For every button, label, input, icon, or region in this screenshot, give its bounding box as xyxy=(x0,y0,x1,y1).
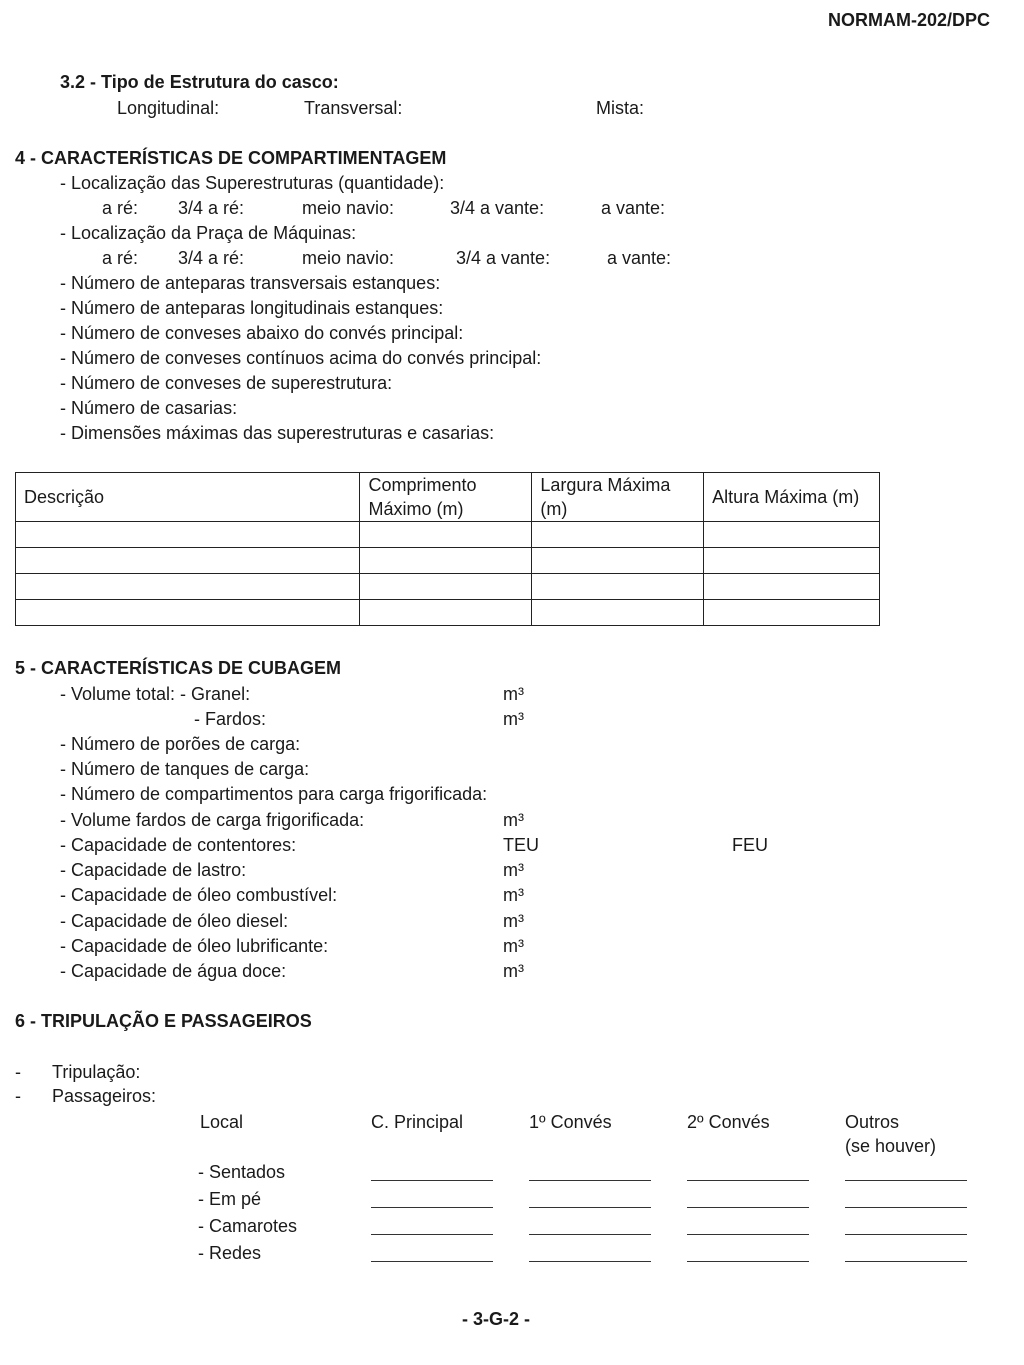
fill-in-line[interactable] xyxy=(371,1261,493,1262)
passenger-row-label: - Sentados xyxy=(198,1162,286,1182)
longitudinal-bulkheads-line: - Número de anteparas longitudinais estanques: xyxy=(60,298,444,318)
table-cell[interactable] xyxy=(704,548,880,574)
fill-in-line[interactable] xyxy=(845,1261,967,1262)
table-cell[interactable] xyxy=(16,574,360,600)
cubage-unit: m³ xyxy=(503,684,524,704)
cubage-label: - Capacidade de óleo lubrificante: xyxy=(60,936,329,956)
table-cell[interactable] xyxy=(532,574,704,600)
cubage-unit: m³ xyxy=(503,810,524,830)
passenger-column-note: (se houver) xyxy=(845,1136,937,1156)
cubage-unit: m³ xyxy=(503,709,524,729)
option-transversal: Transversal: xyxy=(304,98,403,118)
superstructure-pos: a vante: xyxy=(601,198,666,218)
engine-pos: 3/4 a vante: xyxy=(456,248,551,268)
superstructure-pos: 3/4 a vante: xyxy=(450,198,545,218)
bullet-dash: - xyxy=(15,1086,21,1106)
engine-pos: a vante: xyxy=(607,248,672,268)
table-row xyxy=(16,522,880,548)
fill-in-line[interactable] xyxy=(529,1180,651,1181)
table-cell[interactable] xyxy=(532,548,704,574)
cubage-unit: m³ xyxy=(503,961,524,981)
fill-in-line[interactable] xyxy=(529,1207,651,1208)
table-cell[interactable] xyxy=(532,600,704,626)
cubage-label: - Capacidade de água doce: xyxy=(60,961,287,981)
section-4-title: 4 - CARACTERÍSTICAS DE COMPARTIMENTAGEM xyxy=(15,148,447,168)
dimensions-table xyxy=(15,472,880,626)
passengers-label: Passageiros: xyxy=(52,1086,157,1106)
decks-below-line: - Número de conveses abaixo do convés principal: xyxy=(60,323,464,343)
cubage-unit: m³ xyxy=(503,936,524,956)
cubage-unit: FEU xyxy=(732,835,768,855)
passenger-column-header: 1º Convés xyxy=(529,1112,612,1132)
table-row xyxy=(16,600,880,626)
table-cell[interactable] xyxy=(360,522,532,548)
superstructure-decks-line: - Número de conveses de superestrutura: xyxy=(60,373,393,393)
fill-in-line[interactable] xyxy=(687,1180,809,1181)
section-6-title: 6 - TRIPULAÇÃO E PASSAGEIROS xyxy=(15,1011,312,1031)
section-3-2-title: 3.2 - Tipo de Estrutura do casco: xyxy=(60,72,339,92)
passenger-column-header: 2º Convés xyxy=(687,1112,770,1132)
table-cell[interactable] xyxy=(360,548,532,574)
cubage-label: - Número de porões de carga: xyxy=(60,734,301,754)
cubage-label: - Volume fardos de carga frigorificada: xyxy=(60,810,365,830)
decks-above-line: - Número de conveses contínuos acima do convés principal: xyxy=(60,348,542,368)
table-cell[interactable] xyxy=(704,600,880,626)
page-number: - 3-G-2 - xyxy=(462,1309,531,1329)
cubage-unit: m³ xyxy=(503,860,524,880)
passenger-column-header: Outros xyxy=(845,1112,900,1132)
passenger-row-label: - Redes xyxy=(198,1243,262,1263)
deckhouses-line: - Número de casarias: xyxy=(60,398,238,418)
table-cell[interactable] xyxy=(360,600,532,626)
transverse-bulkheads-line: - Número de anteparas transversais estanques: xyxy=(60,273,441,293)
superstructure-pos: 3/4 a ré: xyxy=(178,198,245,218)
superstructure-pos: a ré: xyxy=(102,198,139,218)
superstructures-label: - Localização das Superestruturas (quantidade): xyxy=(60,173,445,193)
table-row xyxy=(16,574,880,600)
cubage-label: - Volume total: - Granel: xyxy=(60,684,251,704)
cubage-label: - Número de compartimentos para carga frigorificada: xyxy=(60,784,488,804)
fill-in-line[interactable] xyxy=(529,1234,651,1235)
column-header: Descrição xyxy=(16,473,360,522)
option-mista: Mista: xyxy=(596,98,645,118)
fill-in-line[interactable] xyxy=(687,1261,809,1262)
table-cell[interactable] xyxy=(16,548,360,574)
column-header: Comprimento Máximo (m) xyxy=(360,473,532,522)
document-code: NORMAM-202/DPC xyxy=(827,10,990,30)
cubage-label: - Capacidade de óleo combustível: xyxy=(60,885,338,905)
passenger-column-header: Local xyxy=(200,1112,244,1132)
passenger-column-header: C. Principal xyxy=(371,1112,464,1132)
fill-in-line[interactable] xyxy=(845,1234,967,1235)
cubage-unit: TEU xyxy=(503,835,539,855)
cubage-label: - Fardos: xyxy=(194,709,267,729)
table-cell[interactable] xyxy=(704,522,880,548)
fill-in-line[interactable] xyxy=(529,1261,651,1262)
cubage-unit: m³ xyxy=(503,885,524,905)
passenger-row-label: - Camarotes xyxy=(198,1216,298,1236)
fill-in-line[interactable] xyxy=(845,1180,967,1181)
column-header: Largura Máxima (m) xyxy=(532,473,704,522)
fill-in-line[interactable] xyxy=(845,1207,967,1208)
table-cell[interactable] xyxy=(360,574,532,600)
fill-in-line[interactable] xyxy=(371,1180,493,1181)
table-cell[interactable] xyxy=(16,600,360,626)
fill-in-line[interactable] xyxy=(371,1234,493,1235)
superstructure-pos: meio navio: xyxy=(302,198,395,218)
option-longitudinal: Longitudinal: xyxy=(117,98,220,118)
passenger-row-label: - Em pé xyxy=(198,1189,262,1209)
cubage-unit: m³ xyxy=(503,911,524,931)
table-row xyxy=(16,548,880,574)
engine-pos: a ré: xyxy=(102,248,139,268)
bullet-dash: - xyxy=(15,1062,21,1082)
max-dimensions-line: - Dimensões máximas das superestruturas e casarias: xyxy=(60,423,495,443)
cubage-label: - Capacidade de lastro: xyxy=(60,860,247,880)
cubage-label: - Capacidade de óleo diesel: xyxy=(60,911,289,931)
engine-pos: meio navio: xyxy=(302,248,395,268)
cubage-label: - Capacidade de contentores: xyxy=(60,835,297,855)
fill-in-line[interactable] xyxy=(687,1207,809,1208)
column-header: Altura Máxima (m) xyxy=(704,473,880,522)
engine-pos: 3/4 a ré: xyxy=(178,248,245,268)
table-cell[interactable] xyxy=(704,574,880,600)
fill-in-line[interactable] xyxy=(687,1234,809,1235)
fill-in-line[interactable] xyxy=(371,1207,493,1208)
section-5-title: 5 - CARACTERÍSTICAS DE CUBAGEM xyxy=(15,658,342,678)
engine-room-label: - Localização da Praça de Máquinas: xyxy=(60,223,357,243)
table-cell[interactable] xyxy=(16,522,360,548)
table-cell[interactable] xyxy=(532,522,704,548)
cubage-label: - Número de tanques de carga: xyxy=(60,759,310,779)
crew-label: Tripulação: xyxy=(52,1062,141,1082)
